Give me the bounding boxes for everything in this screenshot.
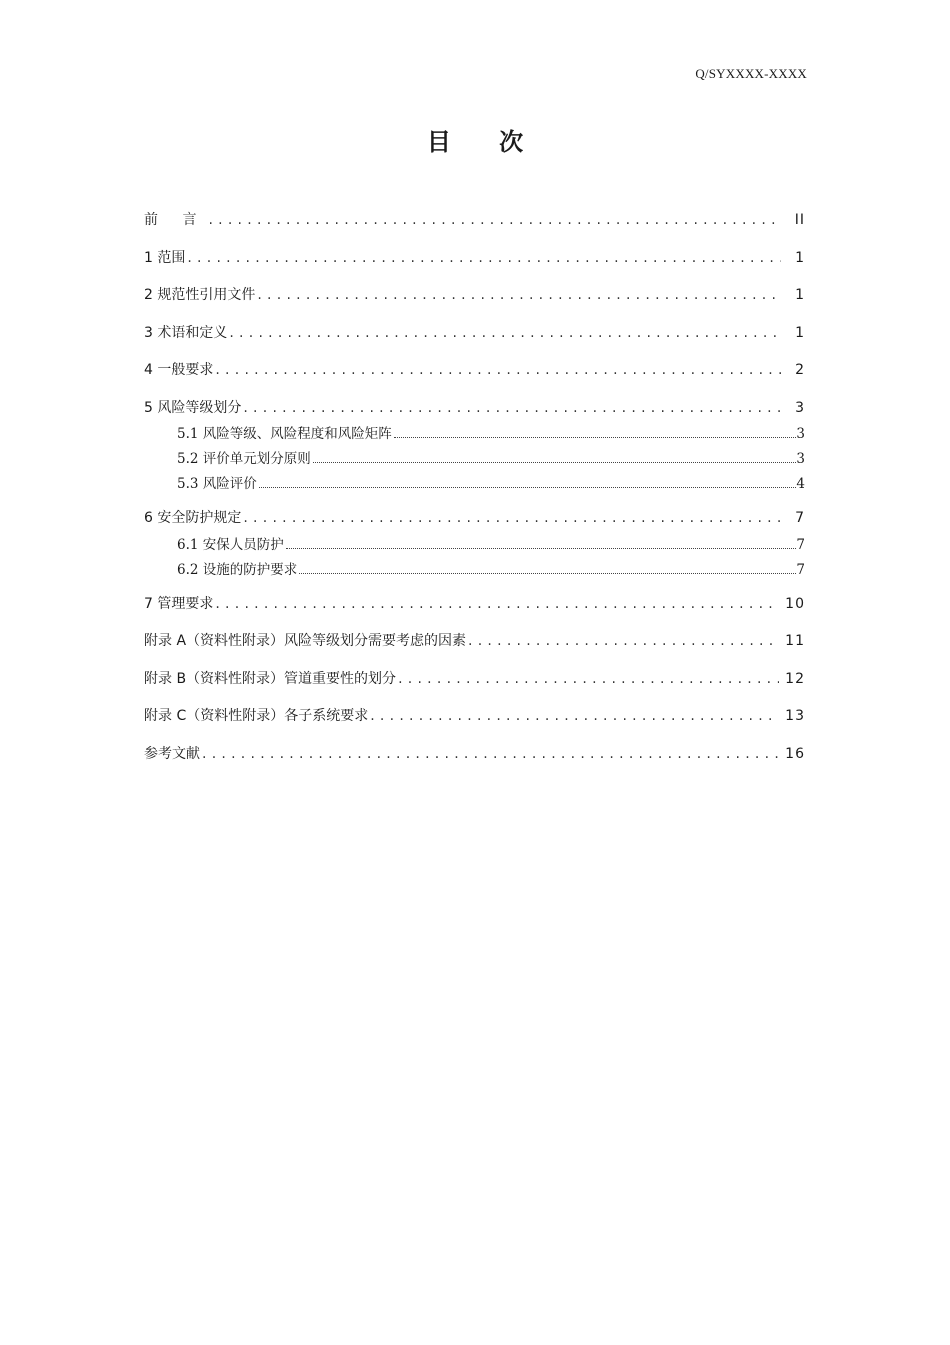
toc-entry-page: 7 — [796, 536, 805, 553]
toc-entry-page: 13 — [785, 708, 805, 724]
toc-entry-title: 5.2 评价单元划分原则 — [177, 451, 311, 467]
toc-leader — [286, 535, 797, 549]
toc-entry-page: 3 — [796, 426, 805, 442]
toc-leader — [215, 591, 779, 618]
toc-entry-page: 12 — [785, 670, 805, 687]
toc-entry-title: 附录 C（资料性附录）各子系统要求 — [144, 708, 369, 724]
toc-subentry-5-1[interactable] — [144, 424, 805, 449]
document-code: Q/SYXXXX-XXXX — [695, 66, 807, 81]
toc-entry-title: 5 风险等级划分 — [144, 399, 242, 416]
toc-entry-page: 3 — [795, 399, 805, 416]
toc-leader — [468, 628, 779, 655]
toc-leader — [259, 474, 797, 488]
toc-entry-page: 7 — [795, 510, 805, 526]
toc-entry-page: 1 — [795, 324, 805, 341]
toc-entry-page: 1 — [795, 249, 805, 266]
toc-subentry-5-3[interactable] — [144, 474, 805, 499]
toc-entry-title: 2 规范性引用文件 — [144, 287, 256, 303]
toc-subentry-5-2[interactable] — [144, 449, 805, 474]
toc-entry-title: 附录 B（资料性附录）管道重要性的划分 — [144, 670, 397, 687]
toc-entry-title: 6.2 设施的防护要求 — [177, 561, 298, 578]
toc-entry-appendix-a[interactable] — [144, 628, 805, 666]
toc-leader — [187, 245, 781, 272]
toc-entry-title: 7 管理要求 — [144, 595, 214, 612]
toc-entry-title: 附录 A（资料性附录）风险等级划分需要考虑的因素 — [144, 633, 467, 649]
toc-leader — [215, 357, 781, 384]
toc-entry-title: 参考文献 — [144, 745, 200, 762]
toc-entry-page: 2 — [795, 362, 805, 378]
toc-entry-foreword[interactable] — [144, 207, 805, 245]
toc-entry-title: 4 一般要求 — [144, 362, 214, 378]
toc-leader — [243, 395, 781, 422]
toc-subentry-6-1[interactable] — [144, 535, 805, 560]
toc-leader — [257, 282, 781, 309]
toc-entry-scope[interactable] — [144, 245, 805, 283]
toc-entry-page: 16 — [785, 745, 805, 762]
toc-entry-title: 5.3 风险评价 — [177, 476, 257, 492]
toc-leader — [208, 207, 781, 234]
toc-leader — [370, 703, 779, 730]
toc-entry-page: 10 — [785, 595, 805, 612]
toc-entry-appendix-b[interactable] — [144, 666, 805, 704]
toc-leader — [243, 505, 781, 532]
toc-entry-page: 4 — [796, 476, 805, 492]
toc-leader — [398, 666, 779, 693]
toc-entry-title: 3 术语和定义 — [144, 324, 228, 341]
toc-entry-page: II — [794, 212, 805, 228]
toc-entry-appendix-c[interactable] — [144, 703, 805, 741]
toc-subentry-6-2[interactable] — [144, 560, 805, 585]
table-of-contents — [144, 207, 805, 778]
toc-leader — [202, 741, 779, 768]
toc-entry-bibliography[interactable] — [144, 741, 805, 779]
toc-entry-title: 1 范围 — [144, 249, 186, 266]
toc-entry-title: 6 安全防护规定 — [144, 510, 242, 526]
toc-entry-page: 1 — [795, 287, 805, 303]
toc-entry-terms[interactable] — [144, 320, 805, 358]
toc-entry-title: 前 言 — [144, 212, 207, 228]
toc-entry-general-requirements[interactable] — [144, 357, 805, 395]
toc-entry-page: 7 — [796, 561, 805, 578]
toc-leader — [313, 449, 797, 463]
page-title: 目 次 — [426, 128, 544, 156]
toc-entry-normative-references[interactable] — [144, 282, 805, 320]
toc-entry-title: 6.1 安保人员防护 — [177, 536, 284, 553]
toc-entry-page: 3 — [796, 451, 805, 467]
toc-entry-management-requirements[interactable] — [144, 591, 805, 629]
toc-leader — [229, 320, 781, 347]
toc-entry-page: 11 — [785, 633, 805, 649]
toc-leader — [394, 424, 797, 438]
toc-entry-title: 5.1 风险等级、风险程度和风险矩阵 — [177, 426, 392, 442]
toc-leader — [299, 560, 796, 574]
